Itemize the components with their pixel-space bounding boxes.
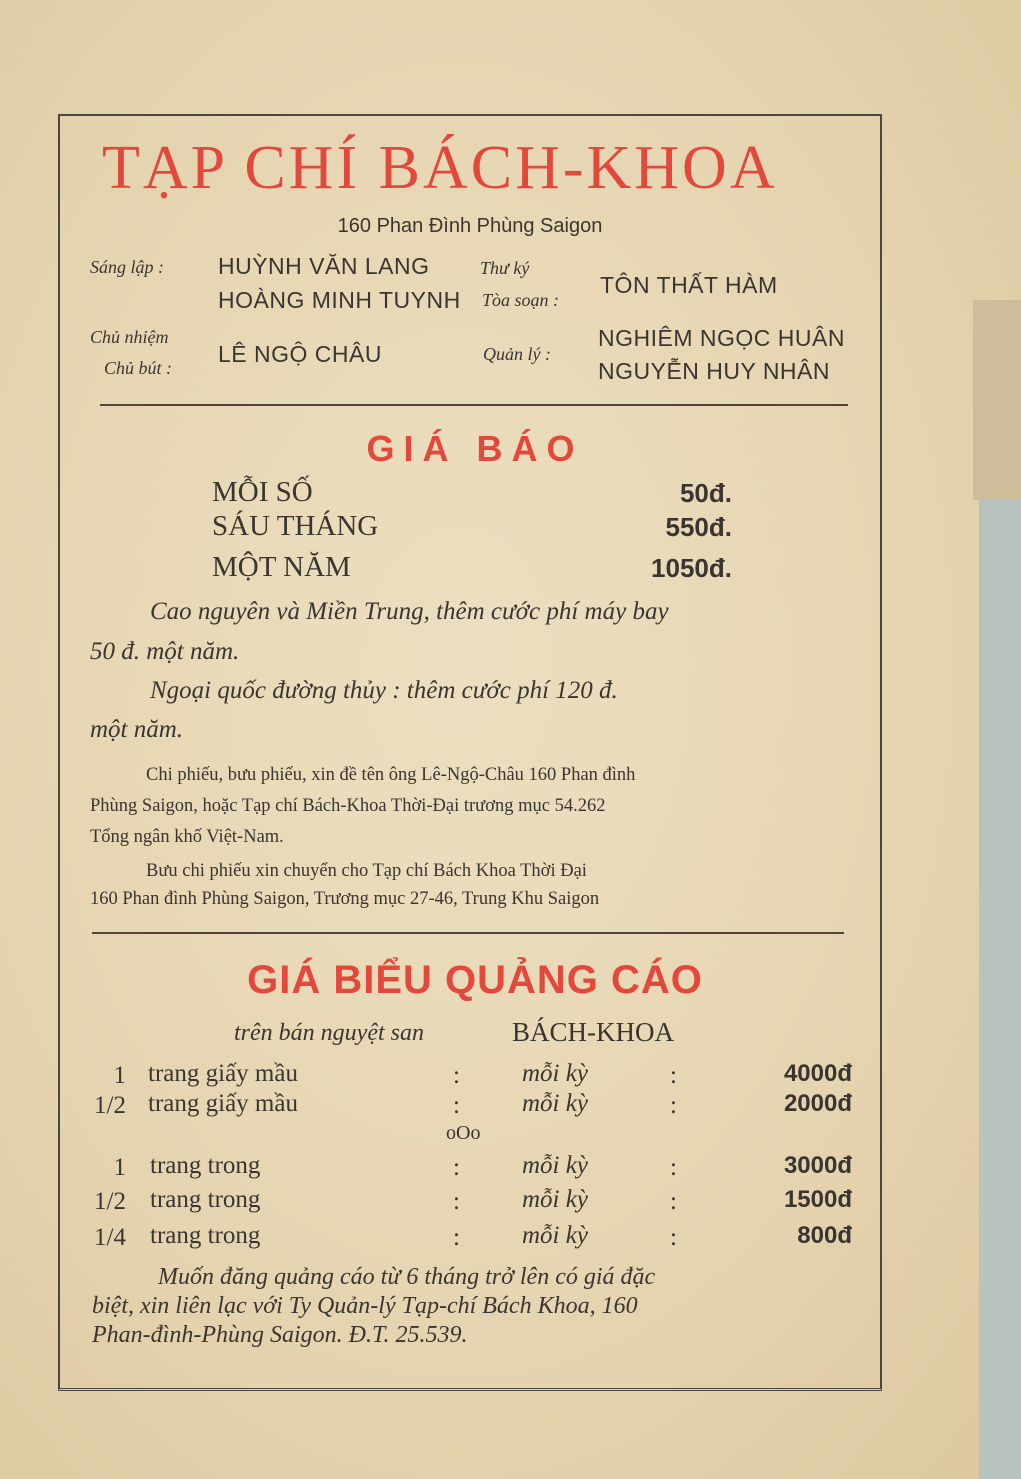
manager-label: Quản lý :	[483, 344, 551, 364]
magazine-title: TẠP CHÍ BÁCH-KHOA	[102, 134, 778, 202]
ad-freq-3: mỗi kỳ	[522, 1152, 588, 1179]
ad-colon-1b: :	[670, 1062, 677, 1089]
ad-freq-1: mỗi kỳ	[522, 1060, 588, 1087]
ads-heading: GIÁ BIỂU QUẢNG CÁO	[247, 958, 703, 1002]
ad-colon-5a: :	[453, 1224, 460, 1251]
director-label-1: Chủ nhiệm	[90, 327, 169, 347]
airmail-note-line-1: Cao nguyên và Miền Trung, thêm cước phí máy bay	[150, 598, 669, 625]
ad-desc-3: trang trong	[150, 1152, 261, 1179]
founder-2: HOÀNG MINH TUYNH	[218, 287, 461, 313]
ad-qty-3: 1	[113, 1154, 126, 1181]
manager-2: NGUYỄN HUY NHÂN	[598, 358, 830, 384]
ad-price-1: 4000đ	[783, 1060, 852, 1087]
director-name: LÊ NGỘ CHÂU	[218, 341, 382, 367]
paper-edge	[973, 300, 1021, 500]
price-value-2: 550đ.	[665, 512, 732, 542]
ad-freq-5: mỗi kỳ	[522, 1222, 588, 1249]
price-value-1: 50đ.	[679, 478, 732, 508]
ads-subheading-name: BÁCH-KHOA	[512, 1017, 674, 1047]
payment-1-line-1: Chi phiếu, bưu phiếu, xin đề tên ông Lê-Ngộ-Châu 160 Phan đình	[146, 765, 636, 785]
founder-1: HUỲNH VĂN LANG	[218, 253, 430, 279]
backing-strip	[979, 500, 1021, 1479]
price-label-1: MỖI SỐ	[212, 476, 313, 508]
ad-colon-2b: :	[670, 1092, 677, 1119]
subscription-heading: GIÁ BÁO	[366, 428, 584, 469]
price-label-3: MỘT NĂM	[212, 551, 351, 583]
divider-2	[92, 932, 844, 934]
secretary-name: TÔN THẤT HÀM	[600, 272, 778, 298]
ads-subheading-italic: trên bán nguyệt san	[234, 1020, 424, 1046]
ads-footer-line-1: Muốn đăng quảng cáo từ 6 tháng trở lên có giá đặc	[158, 1264, 656, 1290]
ad-desc-4: trang trong	[150, 1186, 261, 1213]
ad-colon-2a: :	[453, 1092, 460, 1119]
payment-1-line-2: Phùng Saigon, hoặc Tạp chí Bách-Khoa Thời-Đại trương mục 54.262	[90, 796, 606, 816]
ad-colon-5b: :	[670, 1224, 677, 1251]
foreign-note-line-2: một năm.	[90, 716, 184, 743]
payment-2-line-2: 160 Phan đình Phùng Saigon, Trương mục 27-46, Trung Khu Saigon	[90, 889, 600, 909]
price-label-2: SÁU THÁNG	[212, 510, 379, 542]
ad-qty-5: 1/4	[94, 1224, 126, 1251]
ad-price-5: 800đ	[797, 1222, 852, 1249]
ad-qty-2: 1/2	[94, 1092, 126, 1119]
price-value-3: 1050đ.	[651, 553, 732, 583]
ad-colon-4b: :	[670, 1188, 677, 1215]
ad-price-3: 3000đ	[783, 1152, 852, 1179]
ad-desc-1: trang giấy mầu	[148, 1060, 298, 1087]
ad-qty-4: 1/2	[94, 1188, 126, 1215]
ad-freq-4: mỗi kỳ	[522, 1186, 588, 1213]
foreign-note-line-1: Ngoại quốc đường thủy : thêm cước phí 120 đ.	[150, 677, 618, 704]
secretary-label-2: Tòa soạn :	[482, 290, 560, 310]
ad-colon-1a: :	[453, 1062, 460, 1089]
ad-colon-3b: :	[670, 1154, 677, 1181]
ads-footer-line-3: Phan-đình-Phùng Saigon. Đ.T. 25.539.	[92, 1322, 468, 1348]
ad-desc-2: trang giấy mầu	[148, 1090, 298, 1117]
airmail-note-line-2: 50 đ. một năm.	[90, 638, 240, 665]
ad-freq-2: mỗi kỳ	[522, 1090, 588, 1117]
divider-1	[100, 404, 848, 406]
director-label-2: Chủ bút :	[104, 358, 173, 378]
payment-2-line-1: Bưu chi phiếu xin chuyển cho Tạp chí Bách Khoa Thời Đại	[146, 861, 587, 881]
secretary-label-1: Thư ký	[480, 258, 530, 278]
ad-desc-5: trang trong	[150, 1222, 261, 1249]
ad-price-2: 2000đ	[783, 1090, 852, 1117]
ads-separator: oOo	[446, 1122, 481, 1144]
payment-1-line-3: Tổng ngân khố Việt-Nam.	[90, 827, 284, 847]
ads-footer-line-2: biệt, xin liên lạc với Ty Quản-lý Tạp-chí Bách Khoa, 160	[92, 1293, 638, 1319]
manager-1: NGHIÊM NGỌC HUÂN	[598, 325, 845, 351]
ad-price-4: 1500đ	[783, 1186, 852, 1213]
ad-colon-4a: :	[453, 1188, 460, 1215]
address: 160 Phan Đình Phùng Saigon	[337, 215, 603, 237]
ad-qty-1: 1	[113, 1062, 126, 1089]
ad-colon-3a: :	[453, 1154, 460, 1181]
founders-label: Sáng lập :	[90, 257, 164, 277]
